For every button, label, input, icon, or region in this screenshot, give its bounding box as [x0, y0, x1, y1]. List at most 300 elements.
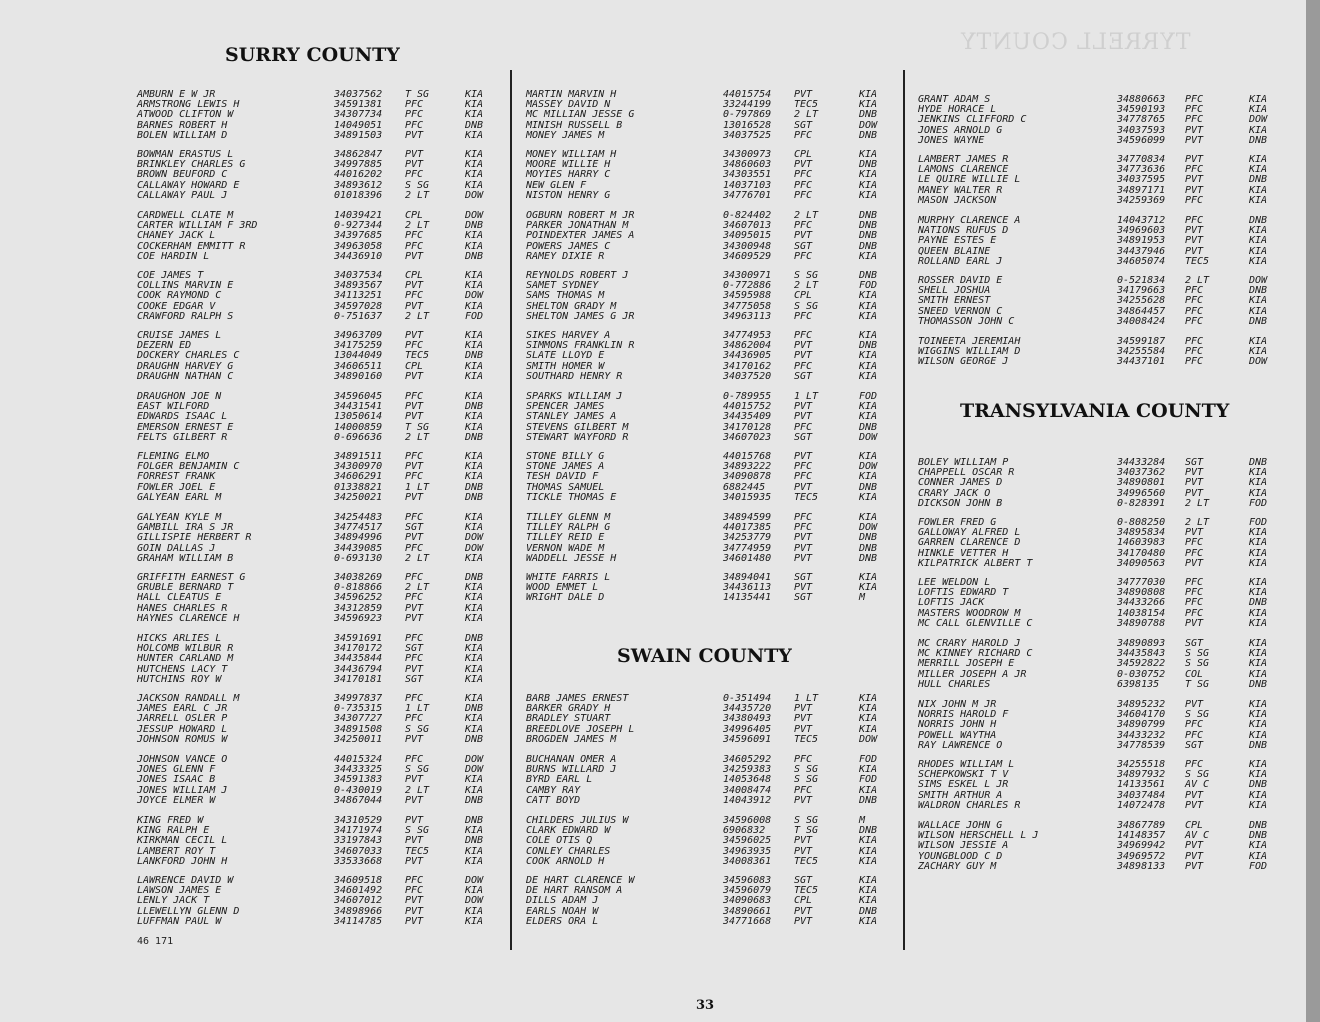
- entry-status: KIA: [859, 713, 878, 725]
- entry-rank: PVT: [794, 159, 813, 171]
- entry-name: SPENCER JAMES: [526, 401, 605, 413]
- entry-status: DOW: [465, 764, 484, 776]
- entry-status: KIA: [465, 855, 484, 867]
- entry-status: DNB: [1249, 285, 1268, 297]
- entry-rank: COL: [1185, 668, 1204, 680]
- entry-status: KIA: [465, 89, 484, 100]
- entry-serial: 34963058: [334, 240, 383, 252]
- entry-rank: T SG: [405, 89, 430, 100]
- entry-serial: 34038269: [334, 572, 383, 583]
- entry-status: KIA: [859, 784, 878, 796]
- entry-status: KIA: [465, 169, 484, 181]
- entry-serial: 34255584: [1117, 346, 1166, 358]
- entry-name: BARB JAMES ERNEST: [526, 693, 629, 704]
- entry-rank: PFC: [794, 310, 813, 322]
- entry-rank: SGT: [1185, 739, 1204, 751]
- entry-serial: 01338821: [334, 481, 383, 493]
- entry-name: NIX JOHN M JR: [918, 699, 997, 710]
- entry-serial: 34312859: [334, 602, 383, 614]
- entry-status: DNB: [465, 794, 484, 806]
- entry-rank: PVT: [794, 350, 813, 362]
- entry-status: DNB: [859, 109, 878, 121]
- entry-serial: 0-772886: [723, 280, 772, 292]
- entry-name: COLLINS MARVIN E: [137, 280, 234, 292]
- entry-rank: PFC: [405, 572, 424, 583]
- entry-rank: TEC5: [794, 99, 819, 111]
- entry-status: M: [859, 815, 866, 826]
- entry-rank: PVT: [405, 733, 424, 745]
- entry-name: LAMBERT JAMES R: [918, 154, 1009, 165]
- entry-name: RHODES WILLIAM L: [918, 759, 1015, 770]
- entry-rank: PFC: [794, 129, 813, 141]
- entry-rank: PVT: [405, 532, 424, 544]
- entry-name: HALL CLEATUS E: [137, 592, 222, 604]
- entry-serial: 34008361: [723, 855, 772, 867]
- entry-serial: 34037362: [1117, 467, 1166, 479]
- entry-rank: PFC: [1185, 719, 1204, 731]
- entry-name: VERNON WADE M: [526, 542, 605, 554]
- entry-name: GILLISPIE HERBERT R: [137, 532, 252, 544]
- entry-rank: PVT: [405, 915, 424, 927]
- entry-rank: PFC: [794, 169, 813, 181]
- entry-status: DOW: [859, 119, 878, 131]
- entry-name: LAWSON JAMES E: [137, 885, 222, 897]
- entry-name: BROGDEN JAMES M: [526, 733, 617, 745]
- entry-status: KIA: [859, 723, 878, 735]
- entry-serial: 34890801: [1117, 477, 1166, 489]
- entry-serial: 34397685: [334, 230, 383, 242]
- entry-rank: PFC: [405, 169, 424, 181]
- entry-serial: 34437101: [1117, 356, 1166, 368]
- entry-status: DOW: [859, 733, 878, 745]
- entry-rank: PFC: [794, 512, 813, 523]
- entry-serial: 34037593: [1117, 124, 1166, 136]
- entry-name: ZACHARY GUY M: [918, 860, 997, 872]
- entry-rank: 2 LT: [405, 220, 430, 232]
- entry-serial: 34250021: [334, 491, 383, 503]
- entry-serial: 6398135: [1117, 678, 1160, 690]
- entry-serial: 14135441: [723, 592, 772, 604]
- entry-status: KIA: [1249, 194, 1268, 206]
- entry-serial: 14053648: [723, 774, 772, 786]
- entry-rank: 2 LT: [405, 310, 430, 322]
- entry-name: MONEY WILLIAM H: [526, 149, 617, 160]
- entry-serial: 34774517: [334, 522, 383, 534]
- entry-name: CHILDERS JULIUS W: [526, 815, 629, 826]
- entry-status: KIA: [859, 875, 878, 886]
- entry-status: KIA: [1249, 769, 1268, 781]
- entry-name: HICKS ARLIES L: [137, 633, 222, 644]
- entry-rank: PVT: [405, 401, 424, 413]
- entry-rank: PFC: [405, 240, 424, 252]
- entry-status: KIA: [1249, 658, 1268, 670]
- entry-serial: 34259369: [1117, 194, 1166, 206]
- entry-name: LOFTIS EDWARD T: [918, 587, 1009, 599]
- entry-serial: 34770834: [1117, 154, 1166, 165]
- entry-name: MC CALL GLENVILLE C: [918, 617, 1033, 629]
- entry-serial: 34250011: [334, 733, 383, 745]
- entry-rank: PFC: [794, 330, 813, 341]
- entry-serial: 34436910: [334, 250, 383, 262]
- entry-serial: 0-797869: [723, 109, 772, 121]
- entry-rank: SGT: [405, 643, 424, 655]
- entry-name: LLEWELLYN GLENN D: [137, 905, 240, 917]
- entry-serial: 34307734: [334, 109, 383, 121]
- entry-serial: 34609529: [723, 250, 772, 262]
- entry-name: CRARY JACK O: [918, 487, 991, 499]
- entry-name: JOHNSON VANCE O: [137, 754, 228, 765]
- entry-status: KIA: [465, 885, 484, 897]
- entry-serial: 44015754: [723, 89, 772, 100]
- entry-name: MASTERS WOODROW M: [918, 607, 1021, 619]
- entry-serial: 0-808250: [1117, 517, 1166, 528]
- entry-rank: PFC: [1185, 577, 1204, 588]
- entry-name: MARTIN MARVIN H: [526, 89, 617, 100]
- entry-rank: PVT: [405, 461, 424, 473]
- entry-serial: 34591383: [334, 774, 383, 786]
- entry-name: YOUNGBLOOD C D: [918, 850, 1003, 862]
- entry-status: KIA: [465, 663, 484, 675]
- entry-serial: 34862847: [334, 149, 383, 160]
- entry-serial: 13050614: [334, 411, 383, 423]
- entry-name: JOHNSON ROMUS W: [137, 733, 228, 745]
- entry-serial: 34601492: [334, 885, 383, 897]
- entry-name: PARKER JONATHAN M: [526, 220, 629, 232]
- entry-status: KIA: [859, 300, 878, 312]
- entry-rank: PFC: [405, 693, 424, 704]
- entry-rank: CPL: [794, 290, 813, 302]
- entry-status: DNB: [1249, 820, 1268, 831]
- entry-serial: 34596252: [334, 592, 383, 604]
- entry-serial: 0-521834: [1117, 275, 1166, 286]
- entry-status: DNB: [465, 250, 484, 262]
- entry-name: CARDWELL CLATE M: [137, 210, 234, 221]
- entry-serial: 34439085: [334, 542, 383, 554]
- entry-rank: PVT: [794, 411, 813, 423]
- entry-rank: PFC: [405, 230, 424, 242]
- entry-status: KIA: [1249, 104, 1268, 116]
- entry-name: MANEY WALTER R: [918, 184, 1003, 196]
- entry-name: DEZERN ED: [137, 340, 192, 352]
- entry-serial: 34864457: [1117, 305, 1166, 317]
- entry-status: DNB: [465, 220, 484, 232]
- entry-status: KIA: [465, 582, 484, 594]
- entry-rank: PFC: [1185, 597, 1204, 609]
- entry-serial: 34431541: [334, 401, 383, 413]
- page-edge: [1306, 0, 1320, 1022]
- entry-status: KIA: [1249, 709, 1268, 721]
- entry-name: STONE JAMES A: [526, 461, 605, 473]
- entry-status: DNB: [859, 905, 878, 917]
- entry-status: DNB: [465, 572, 484, 583]
- entry-rank: TEC5: [794, 491, 819, 503]
- entry-serial: 34255518: [1117, 759, 1166, 770]
- entry-serial: 34254483: [334, 512, 383, 523]
- entry-status: DNB: [859, 481, 878, 493]
- entry-rank: PFC: [405, 451, 424, 462]
- entry-rank: PFC: [1185, 295, 1204, 307]
- entry-rank: 2 LT: [405, 784, 430, 796]
- entry-serial: 34037525: [723, 129, 772, 141]
- entry-serial: 34891511: [334, 451, 383, 462]
- entry-serial: 0-735315: [334, 703, 383, 715]
- entry-status: KIA: [465, 370, 484, 382]
- entry-status: KIA: [465, 522, 484, 534]
- entry-rank: PVT: [405, 663, 424, 675]
- entry-rank: PVT: [794, 89, 813, 100]
- entry-status: KIA: [859, 915, 878, 927]
- entry-name: HUTCHINS ROY W: [137, 673, 222, 685]
- entry-serial: 34037520: [723, 370, 772, 382]
- entry-status: KIA: [1249, 336, 1268, 347]
- entry-rank: 2 LT: [1185, 497, 1210, 509]
- entry-rank: PFC: [405, 512, 424, 523]
- entry-status: KIA: [1249, 547, 1268, 559]
- entry-name: EAST WILFORD: [137, 401, 210, 413]
- entry-serial: 34596923: [334, 612, 383, 624]
- entry-serial: 34433232: [1117, 729, 1166, 741]
- entry-serial: 14148357: [1117, 830, 1166, 842]
- entry-serial: 34963935: [723, 845, 772, 857]
- entry-name: BARNES ROBERT H: [137, 119, 228, 131]
- entry-status: DNB: [859, 421, 878, 433]
- entry-status: KIA: [1249, 295, 1268, 307]
- entry-rank: PFC: [1185, 356, 1204, 368]
- entry-name: RAMEY DIXIE R: [526, 250, 605, 262]
- entry-serial: 34591691: [334, 633, 383, 644]
- entry-name: MONEY JAMES M: [526, 129, 605, 141]
- entry-rank: PFC: [1185, 587, 1204, 599]
- entry-status: DNB: [465, 733, 484, 745]
- entry-status: KIA: [859, 764, 878, 776]
- entry-rank: PFC: [794, 220, 813, 232]
- entry-name: BOLEY WILLIAM P: [918, 457, 1009, 468]
- entry-serial: 34893222: [723, 461, 772, 473]
- entry-serial: 34996405: [723, 723, 772, 735]
- entry-name: NORRIS HAROLD F: [918, 709, 1009, 721]
- entry-serial: 34596079: [723, 885, 772, 897]
- entry-serial: 34775058: [723, 300, 772, 312]
- entry-rank: PVT: [405, 895, 424, 907]
- entry-name: JONES WILLIAM J: [137, 784, 228, 796]
- entry-name: JONES ARNOLD G: [918, 124, 1003, 136]
- entry-rank: 2 LT: [405, 431, 430, 443]
- entry-rank: S SG: [405, 825, 430, 837]
- entry-serial: 34599187: [1117, 336, 1166, 347]
- entry-status: DNB: [1249, 597, 1268, 609]
- entry-rank: PFC: [1185, 729, 1204, 741]
- entry-serial: 34605074: [1117, 255, 1166, 267]
- entry-serial: 34963113: [723, 310, 772, 322]
- entry-status: KIA: [1249, 537, 1268, 549]
- entry-status: DNB: [465, 815, 484, 826]
- entry-serial: 34895232: [1117, 699, 1166, 710]
- entry-name: BARKER GRADY H: [526, 703, 611, 715]
- entry-status: DNB: [1249, 779, 1268, 791]
- entry-rank: TEC5: [1185, 255, 1210, 267]
- entry-status: KIA: [1249, 305, 1268, 317]
- entry-rank: S SG: [1185, 709, 1210, 721]
- entry-name: LAMBERT ROY T: [137, 845, 216, 857]
- entry-rank: PFC: [794, 754, 813, 765]
- entry-status: KIA: [465, 602, 484, 614]
- entry-rank: PFC: [405, 391, 424, 402]
- entry-serial: 34606291: [334, 471, 383, 483]
- entry-rank: S SG: [405, 764, 430, 776]
- entry-serial: 34595988: [723, 290, 772, 302]
- entry-name: BRADLEY STUART: [526, 713, 611, 725]
- entry-name: JAMES EARL C JR: [137, 703, 228, 715]
- entry-name: FOLGER BENJAMIN C: [137, 461, 240, 473]
- entry-status: KIA: [1249, 255, 1268, 267]
- entry-status: KIA: [1249, 467, 1268, 479]
- entry-serial: 14043712: [1117, 215, 1166, 226]
- entry-serial: 0-818866: [334, 582, 383, 594]
- entry-serial: 34862004: [723, 340, 772, 352]
- entry-status: KIA: [465, 592, 484, 604]
- entry-rank: PFC: [794, 179, 813, 191]
- entry-status: DOW: [1249, 275, 1268, 286]
- entry-name: JENKINS CLIFFORD C: [918, 114, 1027, 126]
- entry-rank: PFC: [1185, 607, 1204, 619]
- entry-name: MC CRARY HAROLD J: [918, 638, 1021, 649]
- entry-serial: 34778539: [1117, 739, 1166, 751]
- entry-status: KIA: [465, 845, 484, 857]
- entry-status: DNB: [465, 491, 484, 503]
- entry-rank: PFC: [405, 713, 424, 725]
- entry-serial: 34607033: [334, 845, 383, 857]
- entry-serial: 34300973: [723, 149, 772, 160]
- entry-serial: 6906832: [723, 825, 766, 837]
- entry-rank: PVT: [405, 149, 424, 160]
- entry-name: SIMS ESKEL L JR: [918, 779, 1009, 791]
- entry-serial: 34891508: [334, 723, 383, 735]
- entry-serial: 34893612: [334, 179, 383, 191]
- entry-status: KIA: [465, 159, 484, 171]
- entry-serial: 34898133: [1117, 860, 1166, 872]
- entry-status: KIA: [859, 179, 878, 191]
- entry-rank: PVT: [1185, 840, 1204, 852]
- entry-rank: PVT: [405, 905, 424, 917]
- entry-name: HUNTER CARLAND M: [137, 653, 234, 665]
- entry-serial: 14043912: [723, 794, 772, 806]
- entry-rank: 1 LT: [794, 693, 819, 704]
- entry-rank: PFC: [1185, 537, 1204, 549]
- entry-rank: PFC: [1185, 215, 1204, 226]
- entry-serial: 34008424: [1117, 315, 1166, 327]
- entry-rank: CPL: [405, 270, 424, 281]
- entry-status: KIA: [1249, 799, 1268, 811]
- entry-status: KIA: [859, 370, 878, 382]
- entry-serial: 34597028: [334, 300, 383, 312]
- entry-name: WALDRON CHARLES R: [918, 799, 1021, 811]
- entry-status: KIA: [859, 189, 878, 201]
- entry-rank: CPL: [405, 210, 424, 221]
- entry-name: SAMET SYDNEY: [526, 280, 599, 292]
- entry-serial: 33533668: [334, 855, 383, 867]
- entry-rank: PVT: [794, 451, 813, 462]
- entry-name: TILLEY GLENN M: [526, 512, 611, 523]
- entry-rank: 2 LT: [405, 189, 430, 201]
- entry-status: KIA: [859, 149, 878, 160]
- entry-name: GOIN DALLAS J: [137, 542, 216, 554]
- entry-serial: 34253779: [723, 532, 772, 544]
- entry-serial: 34774953: [723, 330, 772, 341]
- entry-name: ELDERS ORA L: [526, 915, 599, 927]
- entry-rank: SGT: [1185, 638, 1204, 649]
- entry-serial: 44016202: [334, 169, 383, 181]
- entry-status: KIA: [1249, 759, 1268, 770]
- entry-rank: PVT: [1185, 245, 1204, 257]
- entry-name: LAWRENCE DAVID W: [137, 875, 234, 886]
- entry-status: DNB: [1249, 315, 1268, 327]
- entry-status: KIA: [465, 421, 484, 433]
- entry-rank: PVT: [1185, 850, 1204, 862]
- entry-rank: PFC: [1185, 194, 1204, 206]
- entry-serial: 0-824402: [723, 210, 772, 221]
- entry-name: GAMBILL IRA S JR: [137, 522, 234, 534]
- entry-serial: 34969572: [1117, 850, 1166, 862]
- entry-rank: PFC: [405, 109, 424, 121]
- entry-serial: 34300948: [723, 240, 772, 252]
- entry-name: HINKLE VETTER H: [918, 547, 1009, 559]
- entry-serial: 14603983: [1117, 537, 1166, 549]
- entry-rank: TEC5: [794, 733, 819, 745]
- entry-status: KIA: [1249, 850, 1268, 862]
- entry-status: KIA: [465, 360, 484, 372]
- entry-serial: 34310529: [334, 815, 383, 826]
- entry-rank: PVT: [405, 129, 424, 141]
- entry-rank: PVT: [794, 915, 813, 927]
- entry-serial: 34891503: [334, 129, 383, 141]
- entry-serial: 14037103: [723, 179, 772, 191]
- entry-serial: 34605292: [723, 754, 772, 765]
- entry-status: DNB: [465, 481, 484, 493]
- entry-status: KIA: [859, 835, 878, 847]
- entry-name: NEW GLEN F: [526, 179, 587, 191]
- entry-serial: 34435720: [723, 703, 772, 715]
- entry-name: GALYEAN KYLE M: [137, 512, 222, 523]
- entry-rank: PVT: [1185, 134, 1204, 146]
- entry-rank: 2 LT: [1185, 275, 1210, 286]
- entry-name: SHELL JOSHUA: [918, 285, 991, 297]
- entry-name: GALYEAN EARL M: [137, 491, 222, 503]
- entry-status: DOW: [465, 875, 484, 886]
- entry-rank: 2 LT: [405, 582, 430, 594]
- entry-status: DNB: [1249, 215, 1268, 226]
- entry-name: JESSUP HOWARD L: [137, 723, 228, 735]
- entry-serial: 34897171: [1117, 184, 1166, 196]
- entry-status: KIA: [1249, 477, 1268, 489]
- entry-status: DNB: [859, 270, 878, 281]
- entry-rank: PVT: [405, 300, 424, 312]
- entry-status: KIA: [465, 270, 484, 281]
- entry-name: FLEMING ELMO: [137, 451, 210, 462]
- entry-serial: 34037595: [1117, 174, 1166, 186]
- entry-name: BURNS WILLARD J: [526, 764, 617, 776]
- entry-status: KIA: [1249, 719, 1268, 731]
- entry-name: WILSON GEORGE J: [918, 356, 1009, 368]
- entry-name: QUEEN BLAINE: [918, 245, 991, 257]
- entry-name: COLE OTIS Q: [526, 835, 593, 847]
- entry-serial: 34300970: [334, 461, 383, 473]
- entry-serial: 34898966: [334, 905, 383, 917]
- entry-serial: 14039421: [334, 210, 383, 221]
- entry-serial: 34433284: [1117, 457, 1166, 468]
- entry-name: MURPHY CLARENCE A: [918, 215, 1021, 226]
- entry-serial: 34891953: [1117, 235, 1166, 247]
- entry-serial: 44015752: [723, 401, 772, 413]
